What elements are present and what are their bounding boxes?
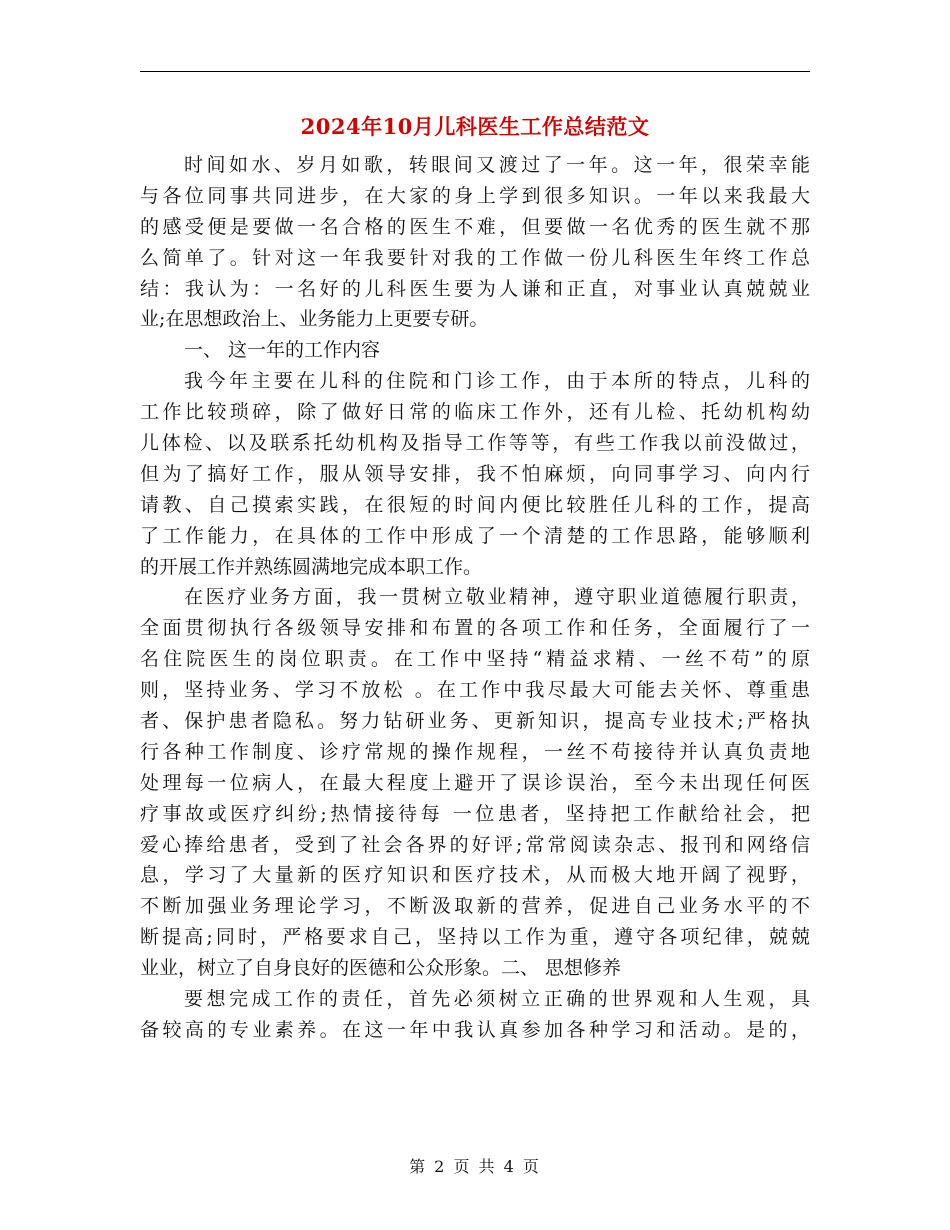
body-line: 的感受便是要做一名合格的医生不难，但要做一名优秀的医生就不那 <box>140 215 810 238</box>
body-line: 么简单了。针对这一年我要针对我的工作做一份儿科医生年终工作总 <box>140 246 810 269</box>
body-line: 业业，树立了自身良好的医德和公众形象。二、 思想修养 <box>140 957 622 980</box>
body-line: 时间如水、岁月如歌，转眼间又渡过了一年。这一年，很荣幸能 <box>184 154 810 176</box>
document-title: 2024年10月儿科医生工作总结范文 <box>300 114 650 139</box>
body-line: 息，学习了大量新的医疗知识和医疗技术，从而极大地开阔了视野， <box>140 864 810 887</box>
body-line: 在医疗业务方面，我一贯树立敬业精神，遵守职业道德履行职责， <box>184 586 810 609</box>
body-line: 备较高的专业素养。在这一年中我认真参加各种学习和活动。是的， <box>140 1018 810 1041</box>
body-line: 行各种工作制度、诊疗常规的操作规程，一丝不苟接待并认真负责地 <box>140 740 810 763</box>
body-line: 要想完成工作的责任，首先必须树立正确的世界观和人生观，具 <box>184 988 810 1011</box>
body-line: 我今年主要在儿科的住院和门诊工作，由于本所的特点，儿科的 <box>184 370 810 393</box>
body-line: 全面贯彻执行各级领导安排和布置的各项工作和任务，全面履行了一 <box>140 617 810 640</box>
document-body <box>140 150 810 1046</box>
body-line: 者、保护患者隐私。努力钻研业务、更新知识，提高专业技术;严格执 <box>140 710 810 733</box>
body-line: 与各位同事共同进步，在大家的身上学到很多知识。一年以来我最大 <box>140 184 810 207</box>
body-line: 则，坚持业务、学习不放松 。在工作中我尽最大可能去关怀、尊重患 <box>140 679 810 702</box>
body-line: 业;在思想政治上、业务能力上更要专研。 <box>140 308 489 331</box>
body-line: 结：我认为：一名好的儿科医生要为人谦和正直，对事业认真兢兢业 <box>140 277 810 300</box>
body-line: 疗事故或医疗纠纷;热情接待每 一位患者，坚持把工作献给社会，把 <box>140 802 810 825</box>
body-line: 处理每一位病人，在最大程度上避开了误诊误治，至今未出现任何医 <box>140 771 810 794</box>
body-line: 断提高;同时，严格要求自己，坚持以工作为重，遵守各项纪律，兢兢 <box>140 926 810 949</box>
body-line: 名住院医生的岗位职责。在工作中坚持“精益求精、一丝不苟”的原 <box>140 648 810 671</box>
header-rule <box>140 71 810 72</box>
body-line: 工作比较琐碎，除了做好日常的临床工作外，还有儿检、托幼机构幼 <box>140 401 810 424</box>
body-line: 爱心捧给患者，受到了社会各界的好评;常常阅读杂志、报刊和网络信 <box>140 833 810 856</box>
section-heading: 一、 这一年的工作内容 <box>184 339 381 362</box>
body-line: 请教、自己摸索实践，在很短的时间内便比较胜任儿科的工作，提高 <box>140 493 810 516</box>
body-line: 的开展工作并熟练圆满地完成本职工作。 <box>140 555 483 578</box>
body-line: 不断加强业务理论学习，不断汲取新的营养，促进自己业务水平的不 <box>140 895 810 918</box>
body-line: 儿体检、以及联系托幼机构及指导工作等等，有些工作我以前没做过， <box>140 432 810 455</box>
page-number: 第 2 页 共 4 页 <box>409 1157 541 1176</box>
body-line: 了工作能力，在具体的工作中形成了一个清楚的工作思路，能够顺利 <box>140 524 810 547</box>
body-line: 但为了搞好工作，服从领导安排，我不怕麻烦，向同事学习、向内行 <box>140 462 810 485</box>
